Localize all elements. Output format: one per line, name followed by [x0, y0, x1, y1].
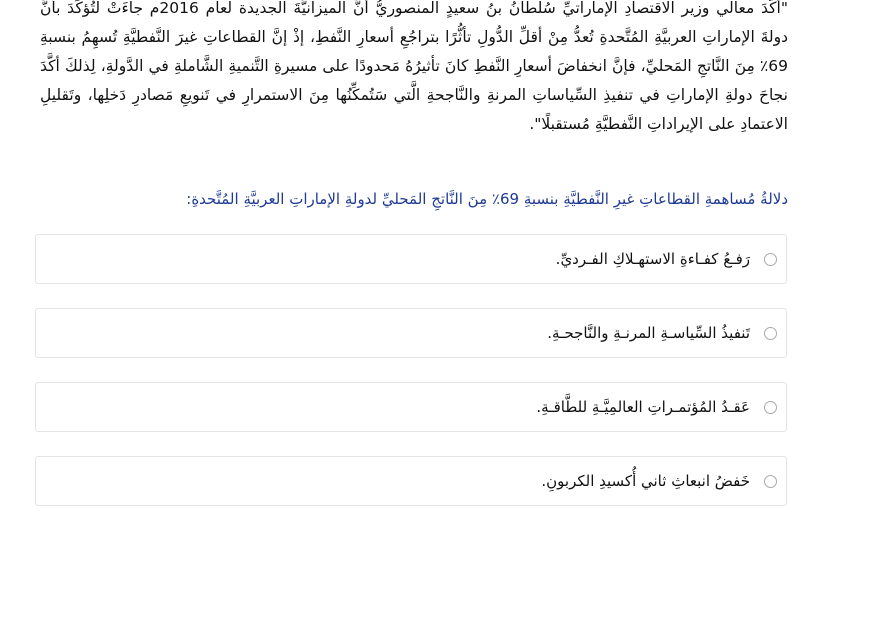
- answer-option-label: تَنفيذُ السِّياسـةِ المرنـةِ والنَّاجحـةِ.: [547, 324, 750, 342]
- answer-option-label: عَقـدُ المُؤتمـراتِ العالمِيَّـةِ للطَّاقـةِ.: [536, 398, 750, 416]
- answer-option-label: خَفضُ انبعاثِ ثاني أُكسيدِ الكربونِ.: [541, 472, 750, 490]
- answer-options: [35, 234, 787, 530]
- radio-button-3[interactable]: [764, 401, 777, 414]
- radio-button-2[interactable]: [764, 327, 777, 340]
- answer-option-2[interactable]: [35, 308, 787, 358]
- answer-option-3[interactable]: [35, 382, 787, 432]
- radio-button-1[interactable]: [764, 253, 777, 266]
- answer-option-4[interactable]: [35, 456, 787, 506]
- answer-option-label: رَفـعُ كفـاءةِ الاستهـلاكِ الفـرديِّ.: [555, 250, 750, 268]
- question-stem: دلالةُ مُساهمةِ القطاعاتِ غيرِ النَّفطيَّةِ بنسبةِ 69٪ مِنَ النَّاتجِ المَحليِّ لدولةِ الإماراتِ العربيَّةِ المُتَّحدةِ:: [186, 190, 788, 208]
- reading-passage: "أكَّدَ معالي وزير الاقتصادِ الإماراتيِّ سُلطانُ بنُ سعيدٍ المنصوريُّ أنَّ الميزانيَّةَ الجديدة لعام 2016م جاءَتْ لتُؤكِّدَ بأنَّ دولةَ الإماراتِ العربيَّةِ المُتَّحدةِ تُعدُّ مِنْ أقلِّ الدُّولِ تأثُّرًا بتراجُعِ أسعارِ النَّفطِ، إذْ إنَّ القطاعاتِ غيرَ النَّفطيَّةِ تُسهِمُ بنسبةِ 69٪ مِنَ النَّاتجِ المَحليِّ، فإنَّ انخفاضَ أسعارِ النَّفطِ كانَ تأثيرُهُ مَحدودًا على مسيرةِ التَّنميةِ الشَّاملةِ في الدَّولةِ، لِذلكَ أكَّدَ نجاحَ دولةِ الإماراتِ في تنفيذِ السِّياساتِ المرنةِ والنَّاجحةِ الَّتي سَتُمكِّنُها مِنَ الاستمرارِ في تَنويعِ مَصادرِ دَخلِها، وتَقليلِ الاعتمادِ على الإيراداتِ النَّفطيَّةِ مُستقبلًا".: [40, 0, 788, 133]
- answer-option-1[interactable]: [35, 234, 787, 284]
- radio-button-4[interactable]: [764, 475, 777, 488]
